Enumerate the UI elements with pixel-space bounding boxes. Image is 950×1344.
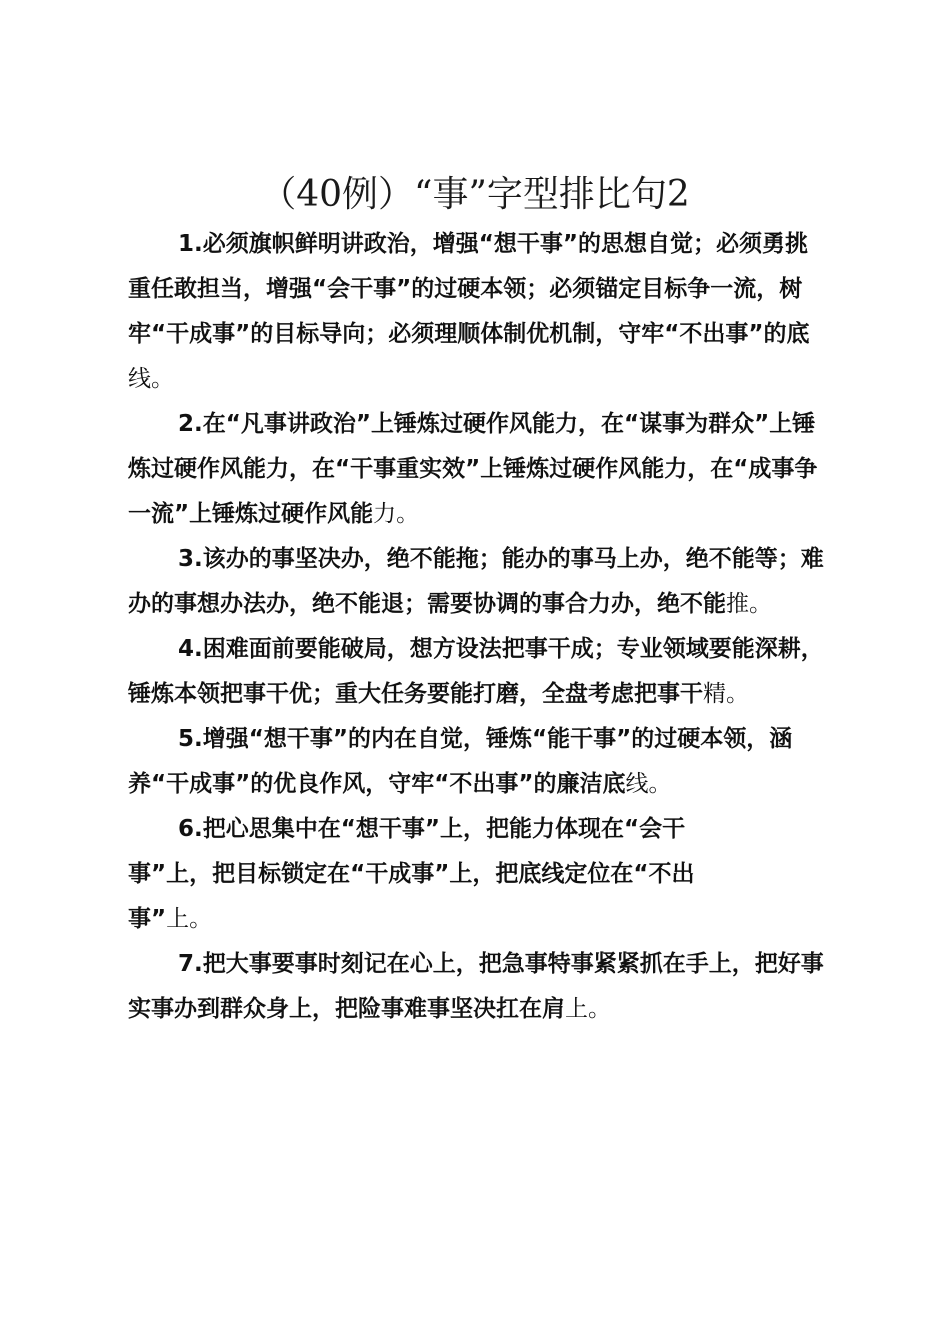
paragraph-3 [128,537,828,627]
paragraph-2 [128,402,828,537]
paragraph-3-bold-text: 3.该办的事坚决办，绝不能拖；能办的事马上办，绝不能等；难办的事想办法办，绝不能退；需要协调的事合力办，绝不能 [128,546,824,617]
document-title: （40例）“事”字型排比句2 [260,174,690,215]
paragraph-1 [128,222,828,402]
paragraph-4-tail-text: 精。 [703,681,749,707]
paragraph-6-tail-text: 上。 [166,906,213,932]
paragraph-4-bold-text: 4.困难面前要能破局，想方设法把事干成；专业领域要能深耕，锤炼本领把事干优；重大任务要能打磨，全盘考虑把事干 [128,636,824,707]
paragraph-2-bold-text: 2.在“凡事讲政治”上锤炼过硬作风能力，在“谋事为群众”上锤炼过硬作风能力，在“干事重实效”上锤炼过硬作风能力，在“成事争一流”上锤炼过硬作风能 [128,411,818,527]
paragraph-6-bold-text: 6.把心思集中在“想干事”上，把能力体现在“会干 事”上，把目标锁定在“干成事”上，把底线定位在“不出 事” [128,816,695,932]
document-body [128,222,828,1032]
paragraph-6 [128,807,828,942]
paragraph-2-tail-text: 力。 [373,501,420,527]
paragraph-7-bold-text: 7.把大事要事时刻记在心上，把急事特事紧紧抓在手上，把好事实事办到群众身上，把险事难事坚决扛在肩 [128,951,824,1022]
paragraph-4 [128,627,828,717]
paragraph-5 [128,717,828,807]
paragraph-7-tail-text: 上。 [565,996,611,1022]
paragraph-5-bold-text: 5.增强“想干事”的内在自觉，锤炼“能干事”的过硬本领，涵养“干成事”的优良作风，守牢“不出事”的廉洁底 [128,726,793,797]
paragraph-7 [128,942,828,1032]
paragraph-1-tail-text: 线。 [128,366,174,392]
paragraph-1-bold-text: 1.必须旗帜鲜明讲政治，增强“想干事”的思想自觉；必须勇挑重任敢担当，增强“会干事”的过硬本领；必须锚定目标争一流，树牢“干成事”的目标导向；必须理顺体制优机制，守牢“不出事”的底 [128,231,810,347]
paragraph-3-tail-text: 推。 [726,591,772,617]
paragraph-5-tail-text: 线。 [625,771,672,797]
